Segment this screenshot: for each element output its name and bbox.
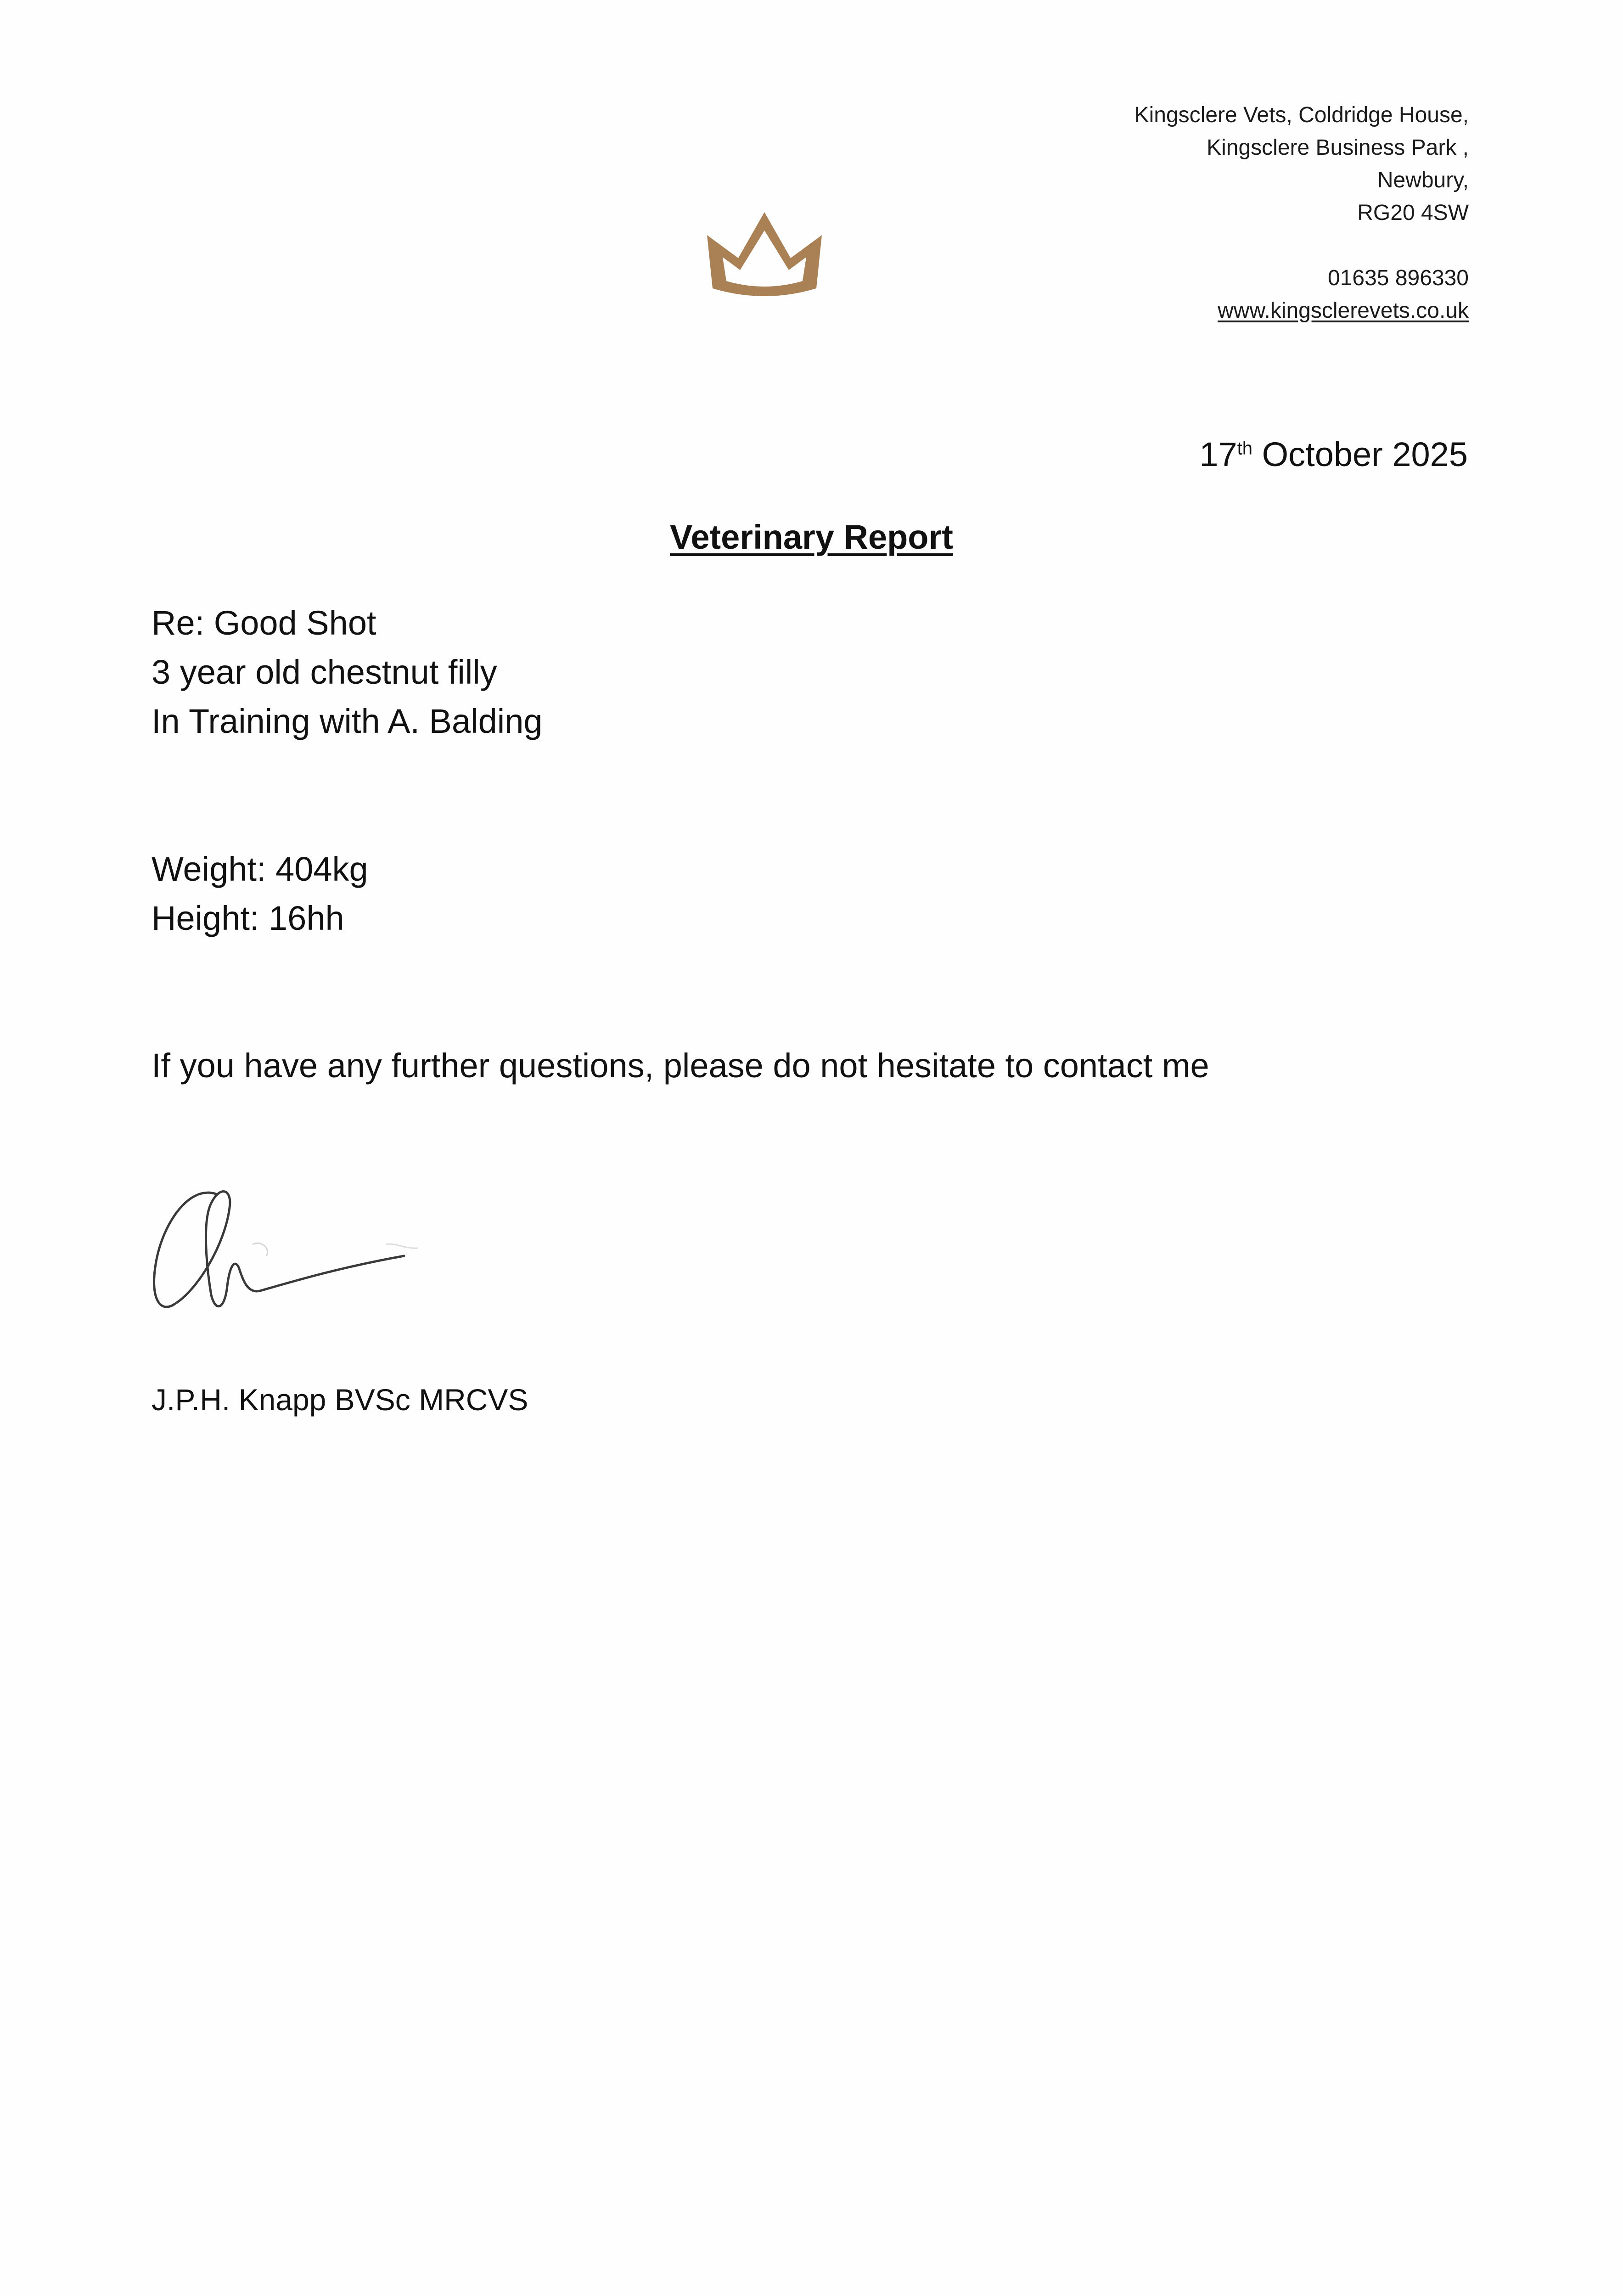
report-title-text: Veterinary Report (670, 518, 953, 556)
signature-image (147, 1176, 432, 1341)
address-spacer (918, 229, 1469, 262)
subject-line: In Training with A. Balding (152, 702, 543, 740)
subject-block (152, 598, 543, 746)
practice-website-link[interactable]: www.kingsclerevets.co.uk (1218, 298, 1469, 323)
report-title (0, 517, 1623, 558)
subject-line: 3 year old chestnut filly (152, 653, 497, 691)
address-line: Newbury, (1377, 168, 1469, 192)
weight-line: Weight: 404kg (152, 850, 368, 888)
practice-address (918, 99, 1469, 327)
address-line: Kingsclere Vets, Coldridge House, (1134, 103, 1469, 127)
subject-line: Re: Good Shot (152, 604, 376, 642)
date-month-year: October 2025 (1262, 435, 1468, 473)
address-line: RG20 4SW (1357, 201, 1469, 225)
date-day: 17 (1199, 435, 1237, 473)
measurements-block (152, 844, 368, 943)
signatory-name: J.P.H. Knapp BVSc MRCVS (152, 1383, 528, 1417)
date-suffix: th (1237, 438, 1253, 459)
practice-phone: 01635 896330 (1328, 266, 1469, 290)
height-line: Height: 16hh (152, 899, 344, 937)
closing-remark: If you have any further questions, please do not hesitate to contact me (152, 1047, 1209, 1085)
letter-date (1199, 434, 1468, 475)
crown-icon (702, 207, 826, 298)
address-line: Kingsclere Business Park , (1207, 135, 1469, 160)
